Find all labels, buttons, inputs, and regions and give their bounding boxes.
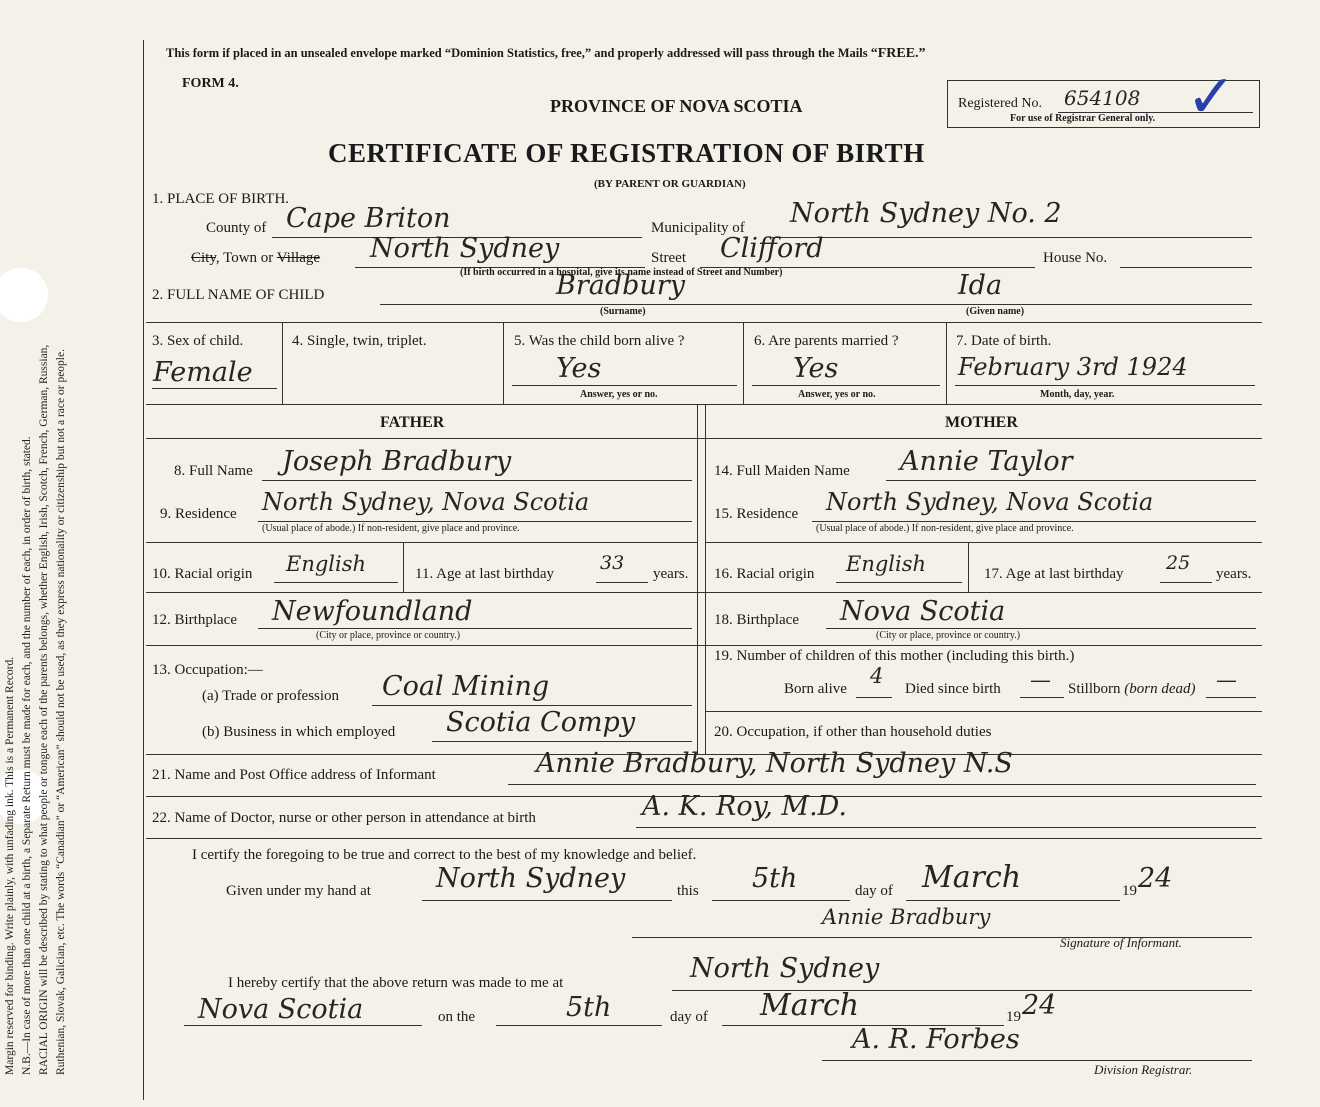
mother-name-label: 14. Full Maiden Name [714,463,850,479]
child-given-name: Ida [958,270,1003,301]
village-label: Village [276,250,321,266]
dob-caption: Month, day, year. [1040,389,1115,400]
municipality-value: North Sydney No. 2 [790,198,1062,229]
registrar-year: 24 [1022,990,1057,1021]
stillborn-note: (born dead) [1124,681,1196,697]
died-line [1020,697,1064,698]
row-divider [146,322,1262,323]
informant-line [508,784,1256,785]
stillborn-label [1068,681,1196,698]
given-this-label: this [677,883,699,899]
mother-age-line [1160,582,1212,583]
mother-age-value: 25 [1166,552,1191,574]
mother-racial-label: 16. Racial origin [714,566,815,582]
mother-name-value: Annie Taylor [900,446,1073,477]
row-divider [705,711,1262,712]
father-racial-value: English [286,552,367,576]
mother-racial-line [836,582,962,583]
father-business-label: (b) Business in which employed [202,724,396,740]
father-age-label: 11. Age at last birthday [415,566,554,582]
margin-note-line: Ruthenian, Slovak, Galician, etc. The words “Canadian” or “American” should not be used, as they express nationality or citizenship but not a race or people. [55,349,67,1075]
given-year-prefix: 19 [1122,883,1137,899]
row-divider [146,404,1262,405]
registrar-day: 5th [566,992,612,1023]
registrar-on-the-label: on the [438,1009,476,1025]
registrar-day-of-label: day of [670,1009,708,1025]
married-value: Yes [793,353,839,384]
registrar-place-line1: North Sydney [690,953,880,984]
father-residence-value: North Sydney, Nova Scotia [262,488,590,516]
parents-divider-inner [705,404,706,754]
hospital-note: (If birth occurred in a hospital, give its name instead of Street and Number) [460,267,783,278]
mother-residence-line [812,521,1256,522]
province-heading: PROVINCE OF NOVA SCOTIA [550,96,803,116]
registrar-use-note: For use of Registrar General only. [1010,113,1156,124]
stillborn-text: Stillborn [1068,681,1121,697]
given-label: Given under my hand at [226,883,371,899]
married-label: 6. Are parents married ? [754,333,899,349]
row-divider [146,542,697,543]
municipality-line [772,237,1252,238]
given-day-line [712,900,850,901]
stillborn-value: — [1216,668,1237,692]
father-business-line [432,741,692,742]
doctor-value: A. K. Roy, M.D. [642,791,847,822]
given-place-line [422,900,672,901]
given-day: 5th [752,863,798,894]
margin-rule [143,40,144,1100]
house-number-label: House No. [1043,250,1108,266]
doctor-line [636,827,1256,828]
dob-label: 7. Date of birth. [956,333,1052,349]
margin-note-line: RACIAL ORIGIN will be described by stating to what people or tongue each of the parents belongs, whether English, Irish, Scotch, French, German, Russian, [38,344,50,1075]
surname-caption: (Surname) [600,306,646,317]
sex-label: 3. Sex of child. [152,333,244,349]
margin-instructions [2,35,132,1075]
father-birthplace-label: 12. Birthplace [152,612,237,628]
margin-note-line: Margin reserved for binding. Write plainly, with unfading ink. This is a Permanent Record. [4,656,16,1075]
father-name-label: 8. Full Name [174,463,253,479]
father-residence-caption: (Usual place of abode.) If non-resident, give place and province. [262,523,520,534]
given-month-line [906,900,1120,901]
registrar-signature-line [822,1060,1252,1061]
child-surname: Bradbury [556,270,685,301]
mailing-note-text: This form if placed in an unsealed envelope marked “Dominion Statistics, free,” and properly addressed will pass through the Mails [166,46,871,60]
county-label: County of [206,220,267,236]
mother-heading: MOTHER [945,414,1018,431]
father-birthplace-value: Newfoundland [272,596,473,627]
father-trade-label: (a) Trade or profession [202,688,340,704]
registered-number: 654108 [1064,86,1141,110]
sex-value: Female [153,357,253,388]
mother-residence-caption: (Usual place of abode.) If non-resident, give place and province. [816,523,1074,534]
dob-line [955,385,1255,386]
father-name-line [262,480,692,481]
form-number: FORM 4. [182,76,239,91]
given-name-caption: (Given name) [966,306,1025,317]
mother-birthplace-line [826,628,1256,629]
city-town-label [191,250,320,267]
mother-birthplace-caption: (City or place, province or country.) [876,630,1021,641]
mailing-note [166,46,926,62]
doctor-label: 22. Name of Doctor, nurse or other person in attendance at birth [152,810,536,826]
plurality-label: 4. Single, twin, triplet. [292,333,427,349]
born-alive-count-value: 4 [870,664,884,688]
page-subtitle: (BY PARENT OR GUARDIAN) [594,178,746,190]
informant-label: 21. Name and Post Office address of Informant [152,767,436,783]
registrar-day-line [496,1025,662,1026]
mother-birthplace-value: Nova Scotia [840,596,1006,627]
mother-birthplace-label: 18. Birthplace [714,612,799,628]
father-name-value: Joseph Bradbury [282,446,512,477]
born-alive-count-line [856,697,892,698]
father-racial-line [274,582,398,583]
informant-signature: Annie Bradbury [822,905,991,929]
father-business-value: Scotia Compy [446,707,636,738]
registrar-caption: Division Registrar. [1094,1062,1193,1077]
father-age-line [596,582,648,583]
municipality-label: Municipality of [651,220,745,236]
father-birthplace-line [258,628,692,629]
born-alive-value: Yes [556,353,602,384]
born-alive-caption: Answer, yes or no. [580,389,658,400]
county-value: Cape Briton [286,203,451,234]
street-value: Clifford [720,233,824,264]
born-alive-label: 5. Was the child born alive ? [514,333,685,349]
row-divider [146,838,1262,839]
mailing-note-free: “FREE.” [870,46,926,61]
mother-age-unit: years. [1216,566,1252,582]
col-divider [503,322,504,404]
col-divider [743,322,744,404]
father-residence-line [258,521,692,522]
heading-underline [146,438,1262,439]
registrar-place-line [672,990,1252,991]
town-label: , Town or [215,250,277,266]
married-caption: Answer, yes or no. [798,389,876,400]
given-day-of-label: day of [855,883,893,899]
father-trade-line [372,705,692,706]
certify-statement: I certify the foregoing to be true and correct to the best of my knowledge and belief. [192,847,697,863]
check-mark-icon: ✓ [1186,62,1237,132]
mother-racial-value: English [846,552,927,576]
col-divider [403,542,404,592]
died-label: Died since birth [905,681,1001,697]
page-title: CERTIFICATE OF REGISTRATION OF BIRTH [328,138,925,168]
mother-residence-value: North Sydney, Nova Scotia [826,488,1154,516]
registered-label: Registered No. [958,96,1042,111]
given-year: 24 [1138,863,1173,894]
married-line [752,385,940,386]
registrar-month: March [760,988,860,1023]
child-name-line [380,304,1252,305]
mother-name-line [886,480,1256,481]
father-racial-label: 10. Racial origin [152,566,253,582]
registrar-statement: I hereby certify that the above return was made to me at [228,975,564,991]
registrar-signature: A. R. Forbes [852,1024,1020,1055]
died-value: — [1030,668,1051,692]
born-alive-line [512,385,737,386]
city-label: City [191,250,216,266]
registrar-place-line2: Nova Scotia [198,994,364,1025]
given-month: March [922,860,1022,895]
child-name-label: 2. FULL NAME OF CHILD [152,287,325,303]
signature-caption: Signature of Informant. [1060,935,1182,950]
place-section-label: 1. PLACE OF BIRTH. [152,191,290,207]
registrar-year-prefix: 19 [1006,1009,1021,1025]
father-residence-label: 9. Residence [160,506,237,522]
margin-note-line: N.B.—In case of more than one child at a birth, a Separate Return must be made for each, and the number of each, in order of birth, stated. [21,436,33,1075]
mother-residence-label: 15. Residence [714,506,799,522]
mother-children-label: 19. Number of children of this mother (including this birth.) [714,648,1075,664]
mother-occupation-label: 20. Occupation, if other than household duties [714,724,992,740]
parents-divider [697,404,698,754]
col-divider [946,322,947,404]
col-divider [968,542,969,592]
dob-value: February 3rd 1924 [958,353,1188,381]
row-divider [146,645,1262,646]
stillborn-line [1206,697,1256,698]
mother-age-label: 17. Age at last birthday [984,566,1124,582]
father-age-value: 33 [600,552,625,574]
father-heading: FATHER [380,414,445,431]
given-place: North Sydney [436,863,626,894]
father-trade-value: Coal Mining [382,671,550,702]
col-divider [282,322,283,404]
sex-line [152,388,277,389]
father-birthplace-caption: (City or place, province or country.) [316,630,461,641]
father-occupation-label: 13. Occupation:— [152,662,263,678]
town-value: North Sydney [370,233,560,264]
registrar-place2-line [184,1025,422,1026]
street-label: Street [651,250,686,266]
row-divider [705,542,1262,543]
row-divider [146,592,1262,593]
informant-value: Annie Bradbury, North Sydney N.S [536,748,1013,779]
born-alive-count-label: Born alive [784,681,847,697]
house-number-line [1120,267,1252,268]
father-age-unit: years. [653,566,689,582]
